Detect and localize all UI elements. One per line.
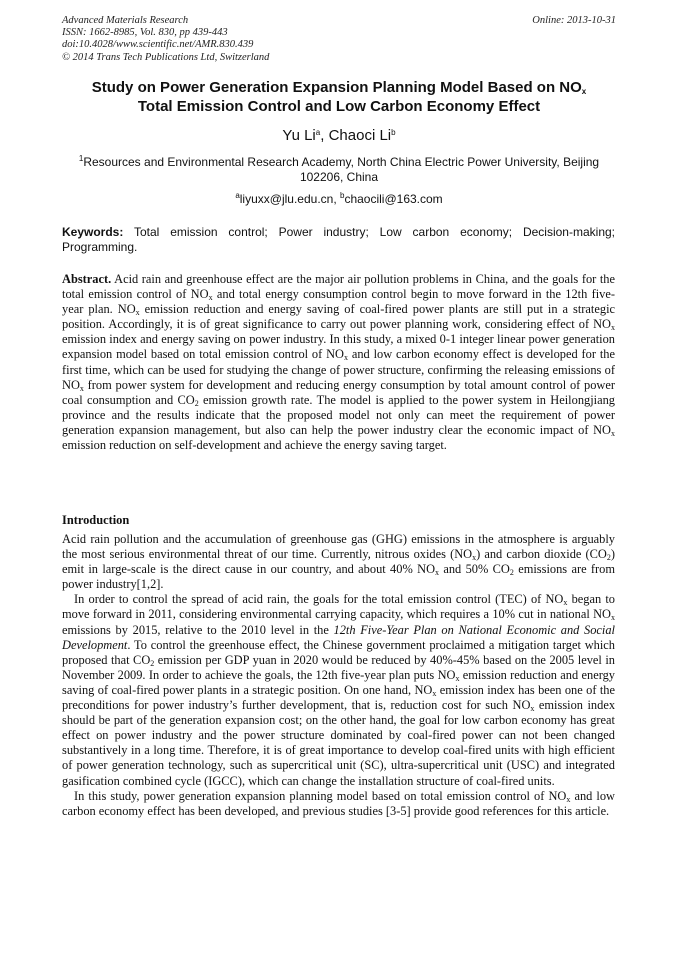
author-1-mark: a bbox=[315, 128, 321, 137]
email-a-mark: a bbox=[235, 191, 240, 200]
abstract-text: emission index and energy saving on power industry. In this study, a mixed 0-1 integer linear power generation expansion model based on total emission control of NO bbox=[62, 332, 615, 362]
intro-text: emission reduction and energy saving of coal-fired power plants in a strategic position. On one hand, NO bbox=[62, 667, 615, 697]
title-subscript: x bbox=[581, 87, 587, 96]
intro-text: emission per GDP yuan in 2020 would be reduced by 40%-45% based on the 2005 level in November 2009. In order to achieve the goals, the 12th five-year plan puts NO bbox=[62, 652, 615, 682]
subscript: x bbox=[208, 293, 213, 303]
author-emails bbox=[62, 192, 616, 207]
intro-text: emissions are from power industry[1,2]. bbox=[62, 562, 615, 592]
email-b-mark: b bbox=[340, 191, 345, 200]
paper-title bbox=[62, 78, 616, 116]
subscript: x bbox=[472, 553, 477, 563]
intro-text: ) and carbon dioxide (CO bbox=[476, 547, 607, 562]
subscript: x bbox=[530, 704, 535, 714]
subscript: x bbox=[611, 323, 615, 333]
plan-title-italic: 12th Five-Year Plan on National Economic and Social Development bbox=[62, 622, 616, 652]
subscript: 2 bbox=[606, 553, 611, 563]
affiliation-mark: 1 bbox=[78, 154, 84, 163]
affiliation-line-1: Resources and Environmental Research Academy, North China Electric Power University, Beijing bbox=[83, 155, 600, 169]
abstract-text: and total energy consumption control begin to move forward in the 12th five-year plan. NO bbox=[62, 287, 615, 317]
intro-text: ) emit in large-scale is the direct cause in our country, and about 40% NO bbox=[62, 547, 615, 577]
online-date: Online: 2013-10-31 bbox=[532, 15, 616, 26]
subscript: x bbox=[135, 308, 140, 318]
intro-paragraph-3 bbox=[62, 789, 615, 819]
subscript: x bbox=[566, 794, 571, 804]
abstract-text: and low carbon economy effect is developed for the first time, which can be used for studying the change of power structure, confirming the releasing emissions of NO bbox=[62, 347, 615, 392]
abstract-text: emission growth rate. The model is applied to the power system in Heilongjiang province and the results indicate that the proposed model not only can meet the requirement of power generation expansion management, but also can help the power industry clear the economic impact of NO bbox=[62, 392, 615, 437]
author-list bbox=[62, 127, 616, 145]
journal-issn: ISSN: 1662-8985, Vol. 830, pp 439-443 bbox=[62, 27, 228, 39]
author-1: Yu Li bbox=[282, 127, 316, 144]
journal-name: Advanced Materials Research bbox=[62, 15, 189, 26]
journal-copyright: © 2014 Trans Tech Publications Ltd, Switzerland bbox=[62, 51, 270, 63]
section-heading-introduction: Introduction bbox=[62, 513, 130, 527]
subscript: x bbox=[611, 428, 615, 438]
keywords-text: Total emission control; Power industry; Low carbon economy; Decision-making; Programming. bbox=[62, 225, 615, 254]
subscript: x bbox=[344, 353, 348, 363]
abstract bbox=[62, 272, 615, 453]
intro-paragraph-2 bbox=[62, 592, 615, 788]
intro-text: In order to control the spread of acid rain, the goals for the total emission control (TEC) of NO bbox=[74, 592, 564, 607]
abstract-text: emission reduction and energy saving of coal-fired power plants are still put in a strategic position. Accordingly, it is of great significance to carry out power planning work, considering effect of NO bbox=[62, 302, 616, 332]
intro-text: . To control the greenhouse effect, the Chinese government proclaimed a mitigation target which proposed that CO bbox=[62, 637, 615, 667]
email-separator: , bbox=[333, 192, 340, 206]
subscript: x bbox=[563, 598, 568, 608]
subscript: 2 bbox=[509, 568, 514, 578]
intro-paragraph-1 bbox=[62, 532, 615, 592]
subscript: x bbox=[435, 568, 440, 578]
intro-text: and low carbon economy effect has been developed, and previous studies [3-5] provide good references for this article. bbox=[62, 788, 616, 818]
keywords bbox=[62, 225, 615, 254]
title-line-2: Total Emission Control and Low Carbon Economy Effect bbox=[137, 98, 541, 115]
journal-doi: doi:10.4028/www.scientific.net/AMR.830.439 bbox=[62, 39, 254, 51]
intro-text: began to move forward in 2011, considering environmental carrying capacity, which requires a 10% cut in national NO bbox=[62, 592, 615, 622]
subscript: x bbox=[611, 613, 615, 623]
journal-header bbox=[62, 15, 616, 64]
abstract-text: Acid rain and greenhouse effect are the major air pollution problems in China, and the goals for the total emission control of NO bbox=[62, 272, 615, 302]
affiliation-line-2: 102206, China bbox=[299, 170, 379, 184]
email-link-a[interactable]: liyuxx@jlu.edu.cn bbox=[239, 192, 334, 206]
abstract-text: emission reduction on self-development and achieve the energy saving target. bbox=[62, 438, 447, 453]
author-2-mark: b bbox=[391, 128, 396, 137]
intro-text: and 50% CO bbox=[439, 562, 510, 577]
subscript: 2 bbox=[194, 398, 199, 408]
email-link-b[interactable]: chaocili@163.com bbox=[344, 192, 443, 206]
abstract-text: from power system for development and reducing energy consumption by total amount control of power coal consumption and CO bbox=[62, 377, 615, 407]
keywords-label: Keywords: bbox=[62, 225, 124, 239]
intro-text: emissions by 2015, relative to the 2010 level in the bbox=[62, 622, 334, 637]
subscript: x bbox=[79, 383, 84, 393]
introduction-body bbox=[62, 532, 615, 819]
intro-text: emission index should be part of the generation expansion cost; on the other hand, the goal for low carbon economy has great effect on power industry and the power structure dominated by coal-fired power can not been changed substantively in a long time. Therefore, it is of great importance to develop coal-fired units with high efficient of power generation technology, such as supercritical unit (SC), ultra-supercritical unit (USC) and integrated gasification combined cycle (IGCC), which can change the installation structure of coal-fired units. bbox=[62, 698, 616, 788]
title-line-1: Study on Power Generation Expansion Planning Model Based on NO bbox=[91, 79, 582, 96]
subscript: 2 bbox=[150, 658, 155, 668]
author-2: Chaoci Li bbox=[328, 127, 392, 144]
intro-text: Acid rain pollution and the accumulation of greenhouse gas (GHG) emissions in the atmosphere is arguably the most serious environmental threat of our time. Currently, nitrous oxides (NO bbox=[62, 532, 615, 562]
subscript: x bbox=[455, 673, 460, 683]
author-separator: , bbox=[320, 127, 329, 144]
intro-text: emission index has been one of the preconditions for power industry’s further development, that is, reduction cost for such NO bbox=[62, 682, 615, 713]
subscript: x bbox=[432, 688, 437, 698]
abstract-label: Abstract. bbox=[62, 272, 112, 286]
intro-text: In this study, power generation expansion planning model based on total emission control of NO bbox=[74, 788, 567, 803]
affiliation bbox=[62, 155, 616, 185]
